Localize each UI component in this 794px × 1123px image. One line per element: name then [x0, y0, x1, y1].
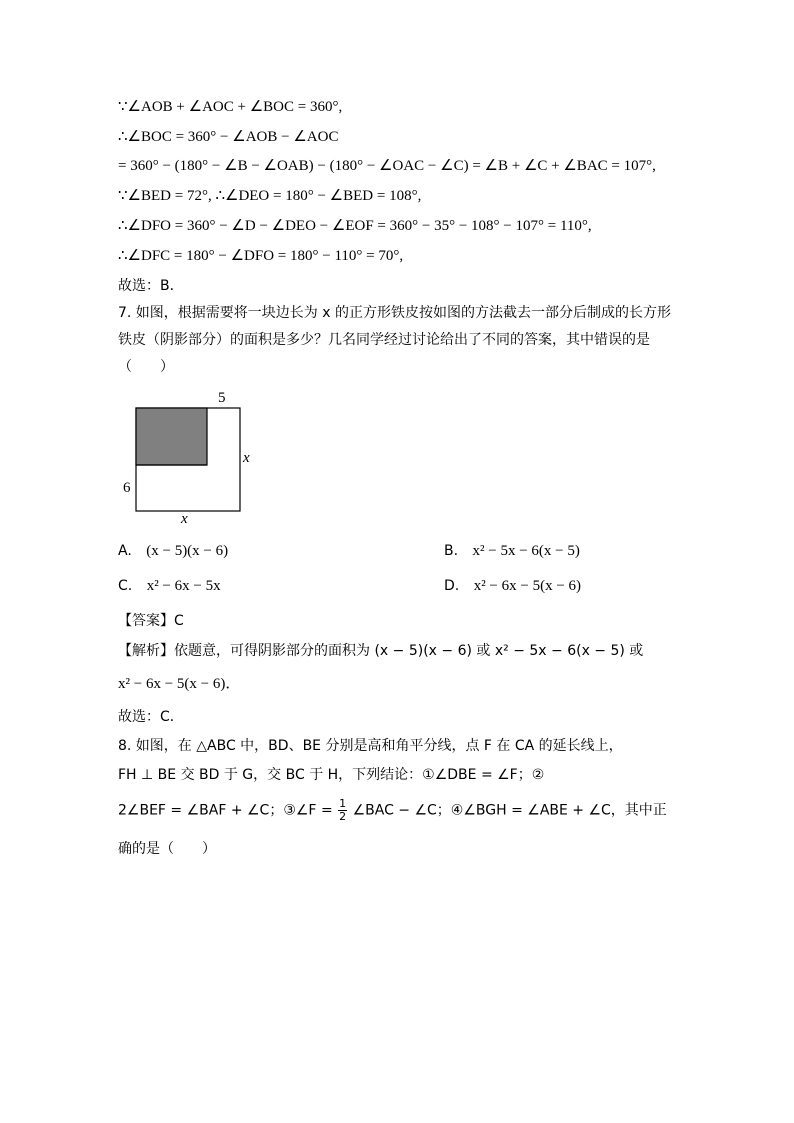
option-a-letter: A.: [118, 543, 132, 559]
q8-stem-line-3: [118, 798, 667, 823]
label-right: x: [243, 450, 250, 466]
q7-stem-line-2: 铁皮（阴影部分）的面积是多少？几名同学经过讨论给出了不同的答案，其中错误的是: [118, 332, 650, 348]
option-c-letter: C.: [118, 578, 133, 594]
option-d-text: x² − 6x − 5(x − 6): [473, 578, 582, 594]
prev-answer: 故选：B．: [118, 278, 184, 294]
label-top: 5: [218, 390, 226, 406]
q8-stem-line-2: FH ⊥ BE 交 BD 于 G，交 BC 于 H，下列结论：①∠DBE = ∠F；②: [118, 767, 545, 783]
q7-figure: [118, 386, 258, 531]
q8-stem-line-3-b: ∠BAC − ∠C；④∠BGH = ∠ABE + ∠C，其中正: [352, 802, 667, 819]
q7-stem-line-3: （ ）: [118, 359, 174, 375]
fraction-denominator: 2: [339, 810, 347, 823]
option-b-letter: B.: [444, 543, 459, 559]
solution-line-4: ∵∠BED = 72°, ∴∠DEO = 180° − ∠BED = 108°,: [118, 188, 422, 204]
q7-option-c: [118, 578, 221, 595]
option-a-text: (x − 5)(x − 6): [146, 543, 229, 559]
q7-analysis-line-1: 【解析】依题意，可得阴影部分的面积为 (x − 5)(x − 6) 或 x² − 5x − 6(x − 5) 或: [118, 643, 644, 659]
q7-choose: 故选：C．: [118, 709, 184, 725]
solution-line-1: ∵∠AOB + ∠AOC + ∠BOC = 360°,: [118, 99, 343, 115]
option-b-text: x² − 5x − 6(x − 5): [472, 543, 580, 559]
q7-answer: 【答案】C: [118, 613, 184, 629]
shaded-rectangle: [136, 408, 207, 465]
solution-line-6: ∴∠DFC = 180° − ∠DFO = 180° − 110° = 70°,: [118, 248, 404, 264]
solution-line-2: ∴∠BOC = 360° − ∠AOB − ∠AOC: [118, 129, 339, 145]
solution-line-3: = 360° − (180° − ∠B − ∠OAB) − (180° − ∠OAC − ∠C) = ∠B + ∠C + ∠BAC = 107°,: [118, 158, 656, 174]
q8-stem-line-3-a: 2∠BEF = ∠BAF + ∠C；③∠F =: [118, 802, 333, 819]
q7-option-d: [444, 578, 581, 595]
q8-stem-line-4: 确的是（ ）: [118, 841, 216, 857]
option-c-text: x² − 6x − 5x: [146, 578, 221, 594]
fraction-numerator: 1: [339, 797, 347, 810]
label-left: 6: [123, 480, 131, 496]
option-d-letter: D.: [444, 578, 460, 594]
q7-option-a: [118, 543, 228, 560]
q7-analysis-line-2: x² − 6x − 5(x − 6)．: [118, 676, 241, 692]
solution-line-5: ∴∠DFO = 360° − ∠D − ∠DEO − ∠EOF = 360° − 35° − 108° − 107° = 110°,: [118, 218, 592, 234]
q7-option-b: [444, 543, 580, 560]
fraction-one-half: [338, 798, 347, 823]
label-bottom: x: [181, 511, 188, 527]
q8-stem-line-1: 8. 如图，在 △ABC 中，BD、BE 分别是高和角平分线，点 F 在 CA 的延长线上，: [118, 738, 623, 754]
q7-stem-line-1: 7. 如图，根据需要将一块边长为 x 的正方形铁皮按如图的方法截去一部分后制成的长方形: [118, 305, 671, 321]
